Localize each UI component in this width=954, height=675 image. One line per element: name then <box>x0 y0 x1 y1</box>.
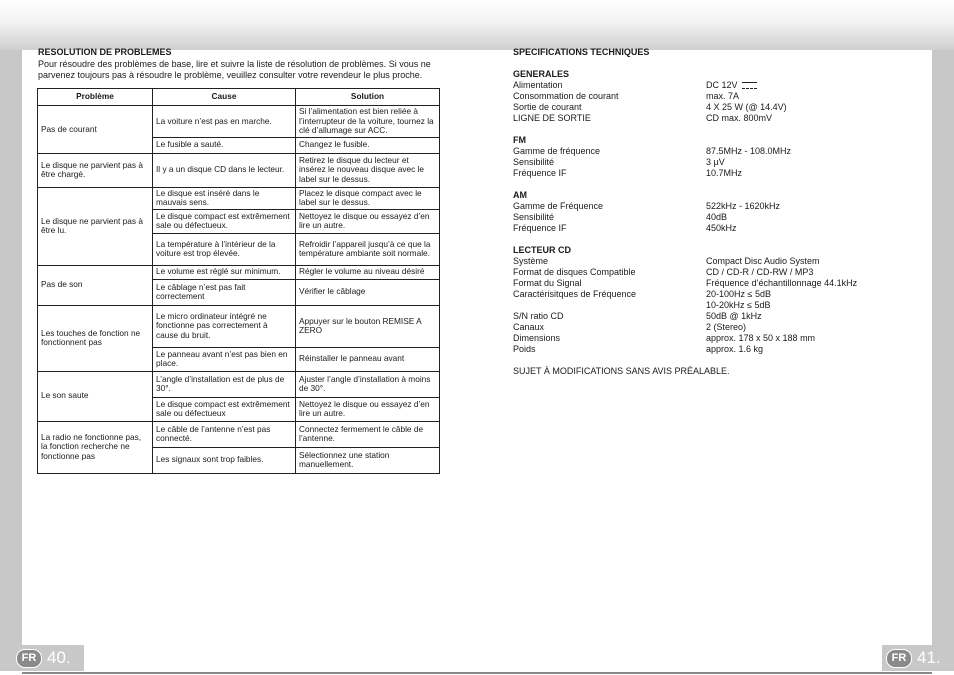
spec-value <box>706 256 913 267</box>
solution-cell: Régler le volume au niveau désiré <box>296 265 440 279</box>
spec-value <box>706 278 913 289</box>
spec-label: Gamme de Fréquence <box>513 201 604 211</box>
solution-cell: Nettoyez le disque ou essayez d’en lire un autre. <box>296 209 440 233</box>
spec-label: Fréquence IF <box>513 168 567 178</box>
spec-row <box>513 267 913 278</box>
spec-label: Sensibilité <box>513 157 555 167</box>
spec-row <box>513 223 913 234</box>
cause-cell: La voiture n’est pas en marche. <box>153 106 296 138</box>
table-header-row <box>38 89 440 106</box>
spec-row <box>513 113 913 124</box>
page-number-text: 41. <box>917 648 941 667</box>
spec-value-text: 40dB <box>706 212 728 222</box>
spec-label: Système <box>513 256 549 266</box>
spec-value-text: approx. 1.6 kg <box>706 344 764 354</box>
spec-value-text: 87.5MHz - 108.0MHz <box>706 146 792 156</box>
problem-cell: La radio ne fonctionne pas, la fonction recherche ne fonctionne pas <box>38 421 153 473</box>
spec-groups <box>513 69 913 355</box>
solution-cell: Réinstaller le panneau avant <box>296 347 440 371</box>
table-row <box>38 305 440 347</box>
cause-cell: Le volume est réglé sur minimum. <box>153 265 296 279</box>
spec-label: Fréquence IF <box>513 223 567 233</box>
spec-value <box>706 344 913 355</box>
cause-cell: Il y a un disque CD dans le lecteur. <box>153 153 296 187</box>
spec-value-text: 522kHz - 1620kHz <box>706 201 781 211</box>
troubleshooting-section <box>38 47 442 81</box>
spec-label: Alimentation <box>513 80 563 90</box>
spec-row <box>513 212 913 223</box>
spec-value-text: 10-20kHz ≤ 5dB <box>706 300 771 310</box>
spec-value <box>706 80 913 91</box>
cause-cell: Le panneau avant n’est pas bien en place. <box>153 347 296 371</box>
spec-row <box>513 146 913 157</box>
spec-label: Consommation de courant <box>513 91 619 101</box>
cause-cell: Le câblage n’est pas fait correctement <box>153 279 296 305</box>
solution-cell: Sélectionnez une station manuellement. <box>296 447 440 473</box>
spec-row <box>513 80 913 91</box>
solution-cell: Nettoyez le disque ou essayez d’en lire un autre. <box>296 397 440 421</box>
problem-cell: Pas de courant <box>38 106 153 154</box>
specifications-section <box>513 47 913 377</box>
cause-cell: Le disque compact est extrêmement sale ou défectueux <box>153 397 296 421</box>
problem-cell: Pas de son <box>38 265 153 305</box>
spec-label: S/N ratio CD <box>513 311 564 321</box>
cause-cell: La température à l’intérieur de la voiture est trop élevée. <box>153 233 296 265</box>
spec-value <box>706 91 913 102</box>
spec-value <box>706 201 913 212</box>
spec-label: Dimensions <box>513 333 561 343</box>
spec-label: Caractérisitques de Fréquence <box>513 289 637 299</box>
spec-value <box>706 113 913 124</box>
spec-row <box>513 157 913 168</box>
spec-value-text: max. 7A <box>706 91 740 101</box>
language-badge: FR <box>886 649 912 668</box>
spec-value <box>706 333 913 344</box>
page-number-right <box>882 645 954 671</box>
right-margin-bar <box>932 50 954 645</box>
spec-value-text: CD max. 800mV <box>706 113 773 123</box>
problem-cell: Le disque ne parvient pas à être chargé. <box>38 153 153 187</box>
solution-cell: Placez le disque compact avec le label sur le dessus. <box>296 187 440 209</box>
header-solution: Solution <box>296 89 440 106</box>
spec-value-text: DC 12V <box>706 80 738 90</box>
cause-cell: Le disque compact est extrêmement sale ou défectueux. <box>153 209 296 233</box>
table-row <box>38 187 440 209</box>
solution-cell: Appuyer sur le bouton REMISE A ZERO <box>296 305 440 347</box>
spec-row <box>513 333 913 344</box>
table-row <box>38 265 440 279</box>
spec-value-text: CD / CD-R / CD-RW / MP3 <box>706 267 814 277</box>
solution-cell: Refroidir l’appareil jusqu’à ce que la température ambiante soit normale. <box>296 233 440 265</box>
solution-cell: Vérifier le câblage <box>296 279 440 305</box>
cause-cell: Les signaux sont trop faibles. <box>153 447 296 473</box>
spec-label: Poids <box>513 344 536 354</box>
spec-label: Format du Signal <box>513 278 582 288</box>
cause-cell: Le fusible a sauté. <box>153 137 296 153</box>
spec-value <box>706 157 913 168</box>
spec-row <box>513 289 913 300</box>
spec-value <box>706 289 913 300</box>
table-row <box>38 371 440 397</box>
table-row <box>38 421 440 447</box>
table-row <box>38 106 440 138</box>
spec-group-title: LECTEUR CD <box>513 245 571 255</box>
footer-rule <box>22 672 932 674</box>
spec-value-text: 450kHz <box>706 223 737 233</box>
spec-row <box>513 201 913 212</box>
spec-row <box>513 102 913 113</box>
page-number-text: 40. <box>47 648 71 667</box>
spec-value <box>706 168 913 179</box>
intro-paragraph: Pour résoudre des problèmes de base, lire et suivre la liste de résolution de problèmes. Si vous ne parvenez toujours pas à résoudre le problème, veuillez consulter votre revendeur le plus proche. <box>38 59 431 80</box>
solution-cell: Si l’alimentation est bien reliée à l’interrupteur de la voiture, tournez la clé d’allumage sur ACC. <box>296 106 440 138</box>
spec-row <box>513 256 913 267</box>
spec-value <box>706 102 913 113</box>
spec-label: Sensibilité <box>513 212 555 222</box>
problem-cell: Le son saute <box>38 371 153 421</box>
cause-cell: Le câble de l’antenne n’est pas connecté. <box>153 421 296 447</box>
spec-value <box>706 267 913 278</box>
problem-cell: Les touches de fonction ne fonctionnent pas <box>38 305 153 371</box>
spec-label <box>513 300 706 311</box>
solution-cell: Connectez fermement le câble de l’antenne. <box>296 421 440 447</box>
problem-cell: Le disque ne parvient pas à être lu. <box>38 187 153 265</box>
spec-value <box>706 146 913 157</box>
spec-value <box>706 223 913 234</box>
spec-row <box>513 311 913 322</box>
spec-group-title: FM <box>513 135 526 145</box>
spec-row <box>513 322 913 333</box>
spec-value <box>706 212 913 223</box>
spec-label: Canaux <box>513 322 545 332</box>
spec-row <box>513 168 913 179</box>
spec-value <box>706 322 913 333</box>
spec-row <box>513 344 913 355</box>
spec-row <box>513 278 913 289</box>
disclaimer-note: SUJET À MODIFICATIONS SANS AVIS PRÉALABLE. <box>513 366 730 376</box>
header-cause: Cause <box>153 89 296 106</box>
solution-cell: Ajuster l’angle d’installation à moins de 30°. <box>296 371 440 397</box>
spec-value-text: Fréquence d’échantillonnage 44.1kHz <box>706 278 858 288</box>
cause-cell: Le micro ordinateur intégré ne fonctionne pas correctement à cause du bruit. <box>153 305 296 347</box>
top-gradient-bar <box>0 0 954 50</box>
solution-cell: Changez le fusible. <box>296 137 440 153</box>
spec-group-title: AM <box>513 190 527 200</box>
spec-value <box>706 300 913 311</box>
spec-label: Gamme de fréquence <box>513 146 601 156</box>
spec-label: Format de disques Compatible <box>513 267 636 277</box>
header-problem: Problème <box>38 89 153 106</box>
table-row <box>38 153 440 187</box>
dc-current-icon <box>742 82 757 89</box>
spec-value-text: 2 (Stereo) <box>706 322 747 332</box>
spec-value-text: 20-100Hz ≤ 5dB <box>706 289 771 299</box>
troubleshooting-table <box>37 88 440 474</box>
section-title: RESOLUTION DE PROBLEMES <box>38 47 172 57</box>
spec-value-text: 50dB @ 1kHz <box>706 311 762 321</box>
spec-value-text: 4 X 25 W (@ 14.4V) <box>706 102 787 112</box>
section-title: SPECIFICATIONS TECHNIQUES <box>513 47 650 57</box>
spec-value-text: 3 µV <box>706 157 725 167</box>
spec-value-text: 10.7MHz <box>706 168 743 178</box>
language-badge: FR <box>16 649 42 668</box>
spec-value-text: approx. 178 x 50 x 188 mm <box>706 333 816 343</box>
left-margin-bar <box>0 50 22 645</box>
solution-cell: Retirez le disque du lecteur et insérez le nouveau disque avec le label sur le dessus. <box>296 153 440 187</box>
spec-group-title: GENERALES <box>513 69 570 79</box>
spec-value <box>706 311 913 322</box>
page-number-left <box>0 645 84 671</box>
spec-label: LIGNE DE SORTIE <box>513 113 591 123</box>
cause-cell: Le disque est inséré dans le mauvais sens. <box>153 187 296 209</box>
cause-cell: L’angle d’installation est de plus de 30°. <box>153 371 296 397</box>
spec-row <box>513 91 913 102</box>
spec-value-text: Compact Disc Audio System <box>706 256 820 266</box>
spec-row <box>513 300 913 311</box>
spec-label: Sortie de courant <box>513 102 582 112</box>
